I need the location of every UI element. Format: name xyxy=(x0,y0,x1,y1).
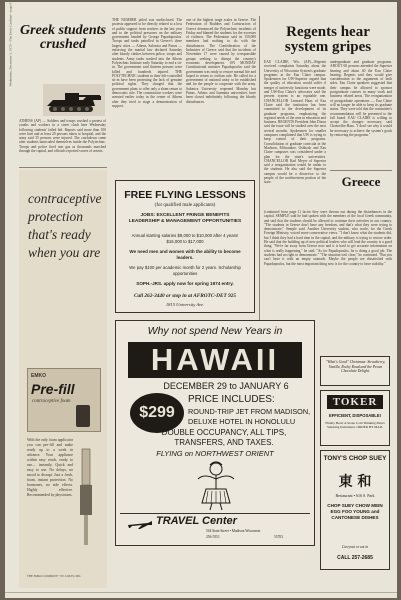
hawaii-line-3: DOUBLE OCCUPANCY, ALL TIPS, xyxy=(161,428,287,437)
hawaii-line-2: DELUXE HOTEL IN HONOLULU xyxy=(188,417,296,426)
hawaii-line-4: TRANSFERS, AND TAXES. xyxy=(174,438,274,447)
tank-photo xyxy=(43,84,105,116)
hawaii-price: $299 xyxy=(130,393,184,433)
tonys-chinese-characters: 東 和 xyxy=(338,474,372,490)
travel-center-phone: 256-5551 xyxy=(206,535,220,539)
whats-good-text: "What's Good" Christmas: Strawberry, Vanilla, Rocky Road and the Pecan Chocolate Delight. xyxy=(325,360,386,374)
tonys-hours: Carryout or eat in xyxy=(341,545,369,549)
hawaii-lead: Why not spend New Years in xyxy=(147,325,283,337)
flying-lessons-ad xyxy=(115,180,255,313)
hawaii-airline: FLYING on NORTHWEST ORIENT xyxy=(156,449,274,458)
whats-good-ad xyxy=(320,356,390,386)
applicator-image xyxy=(77,445,95,555)
toker-subtitle: EFFICIENT, DISPOSABLE! xyxy=(328,413,382,418)
hawaii-includes-title: PRICE INCLUDES: xyxy=(188,394,275,405)
flying-soph: SOPH.-JRS. apply now for spring 1974 entry. xyxy=(136,281,234,286)
flying-salary: Annual starting salaries $9,000 to $10,000 after 4 years! $16,000 to $17,000 xyxy=(131,233,239,244)
contraceptive-footer: THE EMKO COMPANY • ST. LOUIS, MO. xyxy=(27,574,82,578)
flying-title: FREE FLYING LESSONS xyxy=(124,189,246,201)
airplane-icon xyxy=(126,517,154,531)
newspaper-page xyxy=(5,2,397,598)
emko-label: EMKO xyxy=(31,373,46,379)
foam-canister-icon xyxy=(76,405,90,427)
greek-headline: Greek students crushed xyxy=(20,23,106,52)
story-column-3: one of the highest wage scales in Greece. The Federation of Builders and Constructors of Greece denounced the Polytechnic incidents of Friday and blamed the students for the excesses of violence. The Federation said its 150,000 members had nothing to do with the disturbances. The Confederation of the Industries of Greece said that the incidents of November 17 were caused by irresponsible groups seeking to disrupt the country's economic development. ON MONDAY Constitutional minister Papadopoulos said the government was ready to restore normal life and hoped to return to civilian rule. He called for a government of national unity to be established and for the people to cooperate with the army. Salonica University reopened Monday but Patras, Athens and Ioannina universities have been closed indefinitely following the bloody disturbances. xyxy=(186,18,256,104)
contraceptive-ad xyxy=(19,170,107,588)
flying-jobs: JOBS: EXCELLENT FRINGE BENEFITS LEADERSHIP & MANAGEMENT OPPORTUNITIES xyxy=(128,213,242,224)
applicator-icon xyxy=(77,445,95,555)
tonys-phone: CALL 257-2685 xyxy=(337,555,373,561)
hawaii-ad xyxy=(115,320,315,546)
flying-call: Call 262-3440 or stop in at AFROTC-DET 925 xyxy=(133,293,237,299)
greek-story-body: ATHENS (AP) — Soldiers and troops crushed a protest of youths and workers in a street clash here Wednesday following students' failed bid. Reports said more than 100 were hurt and at least 20 persons taken to hospital, and the army said 35 persons were injured. The crackdown came after students barricaded themselves inside the Polytechnic. Troops and police fired tear gas as thousands marched through the capital, and officials reported scores of arrests. xyxy=(19,119,106,154)
toker-body: Finally Here! A Stone Cold Thinking Man's Smoking Instrument. ORDER BY MAIL xyxy=(325,421,385,430)
side-masthead-line: Wednesday, December 5, 1973—The Daily Cardinal—page 9 xyxy=(8,2,13,87)
airplane-glyph xyxy=(126,517,154,531)
hawaii-divider xyxy=(120,513,310,514)
hula-dancer-icon xyxy=(188,459,244,511)
hawaii-title: HAWAII xyxy=(128,342,302,378)
flying-subtitle: (for qualified male applicants) xyxy=(154,203,216,208)
prefill-subbrand: contraceptive foam xyxy=(32,399,71,404)
regents-col-a: EAU CLAIRE, Wis. (AP)—Regents received complaints Saturday about the University of Wisconsin System's graduate programs at the Eau Claire campus. Spokesmen for UW-Superior argued that the quality of education would suffer if merger of university functions were made, and UW-Eau Claire's advocates said the present system is an equitable one. CHANCELLOR Leonard Haas of Eau Claire said the institution has been committed to the development of its graduate programs, emphasizing the regional needs of the area in education and business. REGENTS President John Dixon said the issue will be studied over the next several months. Spokesmen for smaller campuses complained that UW is trying to keep control of their programs. Consolidation of graduate curricula in the Madison, Milwaukee, Oshkosh and Eau Claire campuses was considered under a plan for the state's universities. CHANCELLOR Karl Meyer of Superior said a reorganization would be unfair to the students. He also said the Superior campus would be a disservice to the people of the northwestern portion of the state. xyxy=(264,60,326,185)
hawaii-line-1: ROUND-TRIP JET FROM MADISON, xyxy=(188,407,311,416)
hula-dancer-illustration xyxy=(188,459,244,511)
contraceptive-body: With the only foam applicator you can pre-fill and make ready up to a week in advance. Your appliance within easy reach, ready to use.... instantly. Quick and easy to use. No delays, no mood to disrupt. Just a fresh, foam, instant protection. No hormones, no side effects. Highly effective. Recommended by physicians. xyxy=(27,438,73,497)
greece-headline: Greece xyxy=(341,174,381,189)
travel-center-name: TRAVEL Center xyxy=(156,515,237,527)
product-image xyxy=(27,368,101,432)
regents-headline: Regents hear system gripes xyxy=(284,24,372,55)
tank-icon xyxy=(43,84,105,116)
toker-ad xyxy=(320,390,390,446)
tonys-menu: CHOP SUEY CHOW MEIN EGG FOO YOUNG and CANTONESE DISHES xyxy=(327,503,383,520)
travel-center-address: 544 State Street • Madison Wisconsin xyxy=(206,529,261,533)
greece-story-body: (continued from page 1) factor they were thrown out during the disturbances in the capital. SEMPLE said he had spoken with the members of the local Greek community, and said that the students should be allowed to continue their activities in our country. "The students in Greece don't have any freedom, and that's what they were trying to demonstrate," Semple said. Another University student, who works for the Greek Foreign Ministry, voiced more conservative views. "I don't know what the students did, but I think they had a hard time in the capital, and the military is trying to restore order. He said that the building up of new political leaders who will lead the country is a good thing. "We're far away from Greece now and it is hard to get accurate information on what is really happening," he said. "As for Papadopoulos, he is doing a good job. The students had no right to demonstrate." "The situation isn't clear," he continued. "But you can't have it with an empty stomach. Maybe the people are dissatisfied with Papadopoulos, but the most important thing now is for the country to have stability." xyxy=(264,210,392,266)
hawaii-dates: DECEMBER 29 to JANUARY 6 xyxy=(163,381,289,391)
flying-leaders: We need men and women with the ability to become leaders. xyxy=(129,249,241,260)
toker-title: TOKER xyxy=(327,395,383,409)
prefill-brand: Pre-fill xyxy=(31,381,75,397)
story-column-2: THE NUMBER jailed was undisclosed. The protests appeared to be directly related to a loss of public support from workers in the last year and to the political pressures on the military government headed by George Papadopoulos. Troops and tanks patrolled in Greece's three largest cities — Athens, Salonica and Patras — enforcing the martial law declared Saturday after bloody clashes between police, troops and students. Army tanks crashed into the Athens Polytechnic Institute early Saturday to end a sit-in. The government said thirteen persons were killed and hundreds injured. THE POLYTECHNIC students in their left-controlled sit-in have been protesting the lack of genuine political rights. They charged that the government plans to offer only a sham return to democratic rule. The construction workers were arrested earlier today in the center of Athens after they tried to stage a demonstration of support. xyxy=(112,18,182,108)
regents-col-b: undergraduate and graduate programs. ABOUT 60 persons attended the Superior hearing and about 40 the Eau Claire hearing. Regents said they would give consideration to the arguments of both sides. Eau Claire speakers suggested that their campus be allowed to sponsor postgraduate courses in many work and business related areas. The reorganization of postgraduate operations — Eau Claire will no longer be able to keep its graduate status. They were told that the committee's recommendation will be presented to the full board. EAU CLAIRE is willing to accept the changes necessary, said Chancellor Haas. "I don't see why it would be necessary to achieve the system's goals by removing the programs." xyxy=(330,60,392,138)
tonys-name: TONY'S CHOP SUEY xyxy=(323,455,387,462)
travel-center-zip: 53703 xyxy=(274,535,283,539)
tonys-chop-suey-ad xyxy=(320,450,390,570)
contraceptive-tagline: contraceptive protection that's ready when you are xyxy=(28,191,102,260)
flying-address: 1815 University Ave. xyxy=(165,302,205,307)
tonys-address: Restaurant • 616 S. Park xyxy=(335,493,375,498)
flying-scholarship: We pay $100 per academic month for 2 years. Scholarship opportunities xyxy=(129,265,241,276)
